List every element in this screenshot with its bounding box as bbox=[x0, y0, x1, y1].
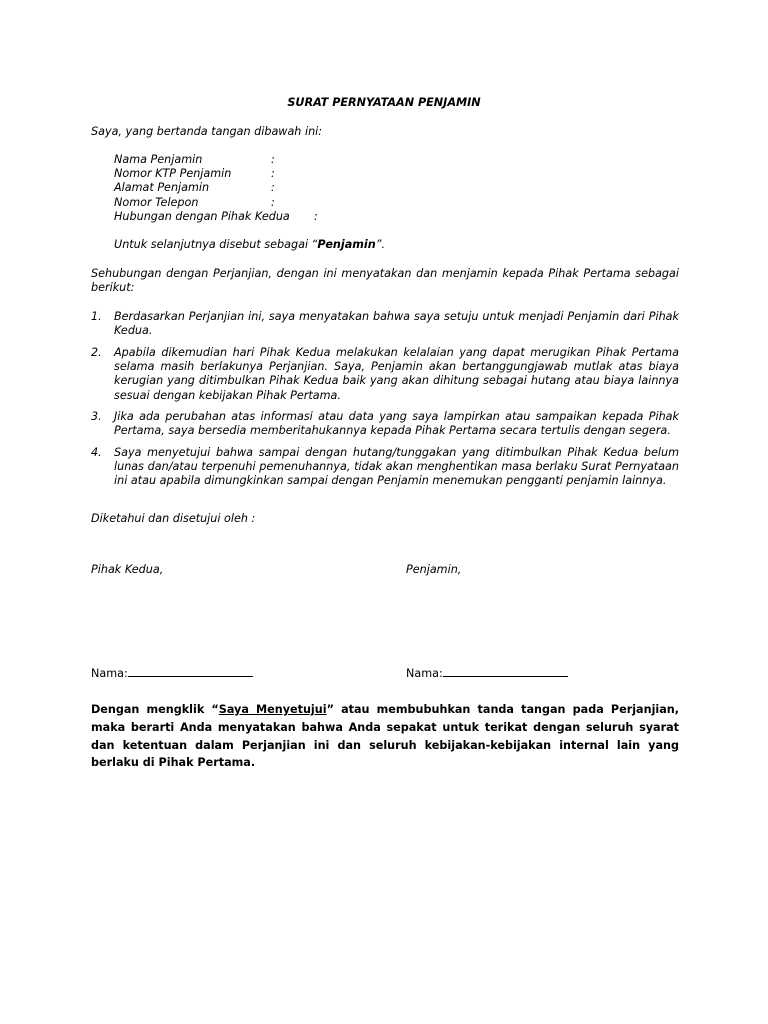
designation-text bbox=[114, 238, 385, 252]
list-item-text: Jika ada perubahan atas informasi atau data yang saya lampirkan atau sampaikan kepada Pihak Pertama, saya bersedia memberitahukannya kepada Pihak Pertama secara tertulis dengan segera. bbox=[114, 410, 679, 438]
designation-prefix: Untuk selanjutnya disebut sebagai “ bbox=[114, 238, 318, 251]
agreement-text-end: ” atau membubuhkan tanda tangan pada Perjanjian, maka berarti Anda menyatakan bahwa Anda sepakat untuk terikat dengan seluruh syarat dan ketentuan dalam Perjanjian ini dan seluruh kebijakan-kebijakan internal lain yang berlaku di Pihak Pertama. bbox=[91, 703, 679, 770]
signature-label-pihak-kedua: Pihak Kedua, bbox=[91, 563, 164, 576]
agreement-text-start: Dengan mengklik “ bbox=[91, 703, 219, 716]
field-label-nama: Nama Penjamin bbox=[114, 153, 203, 166]
list-number: 3. bbox=[91, 410, 102, 423]
agreement-paragraph bbox=[91, 701, 679, 772]
list-item-text: Apabila dikemudian hari Pihak Kedua melakukan kelalaian yang dapat merugikan Pihak Pertama selama masih berlakunya Perjanjian. Saya, Penjamin akan bertanggungjawab mutlak atas biaya kerugian yang ditimbulkan Pihak Kedua baik yang akan dihitung sebagai hutang atau biaya lainnya sesuai dengan kebijakan Pihak Pertama. bbox=[114, 346, 679, 402]
acknowledged-text: Diketahui dan disetujui oleh : bbox=[91, 512, 256, 525]
field-colon: : bbox=[271, 181, 275, 194]
name-label: Nama: bbox=[91, 667, 128, 680]
intro-text: Saya, yang bertanda tangan dibawah ini: bbox=[91, 125, 323, 138]
signature-line bbox=[128, 665, 253, 677]
designation-suffix: ”. bbox=[375, 238, 386, 251]
field-colon: : bbox=[271, 153, 275, 166]
document-title: SURAT PERNYATAAN PENJAMIN bbox=[287, 96, 481, 109]
field-colon: : bbox=[271, 167, 275, 180]
field-label-alamat: Alamat Penjamin bbox=[114, 181, 210, 194]
statement-paragraph: Sehubungan dengan Perjanjian, dengan ini menyatakan dan menjamin kepada Pihak Pertama sebagai berikut: bbox=[91, 267, 679, 295]
list-number: 1. bbox=[91, 310, 102, 323]
signature-line bbox=[443, 665, 568, 677]
list-item-text: Berdasarkan Perjanjian ini, saya menyatakan bahwa saya setuju untuk menjadi Penjamin dari Pihak Kedua. bbox=[114, 310, 679, 338]
name-field-pihak-kedua bbox=[91, 665, 253, 681]
list-number: 2. bbox=[91, 346, 102, 359]
list-number: 4. bbox=[91, 446, 102, 459]
field-label-ktp: Nomor KTP Penjamin bbox=[114, 167, 232, 180]
name-field-penjamin bbox=[406, 665, 568, 681]
agree-link[interactable]: Saya Menyetujui bbox=[218, 703, 327, 716]
signature-label-penjamin: Penjamin, bbox=[406, 563, 462, 576]
field-colon: : bbox=[314, 210, 318, 223]
name-label: Nama: bbox=[406, 667, 443, 680]
list-item-text: Saya menyetujui bahwa sampai dengan hutang/tunggakan yang ditimbulkan Pihak Kedua belum lunas dan/atau terpenuhi pemenuhannya, tidak akan menghentikan masa berlaku Surat Pernyataan ini atau apabila dimungkinkan sampai dengan Penjamin menemukan pengganti penjamin lainnya. bbox=[114, 446, 679, 488]
field-colon: : bbox=[271, 196, 275, 209]
field-label-telepon: Nomor Telepon bbox=[114, 196, 199, 209]
field-label-hubungan: Hubungan dengan Pihak Kedua bbox=[114, 210, 290, 223]
designation-term: Penjamin bbox=[317, 238, 376, 251]
